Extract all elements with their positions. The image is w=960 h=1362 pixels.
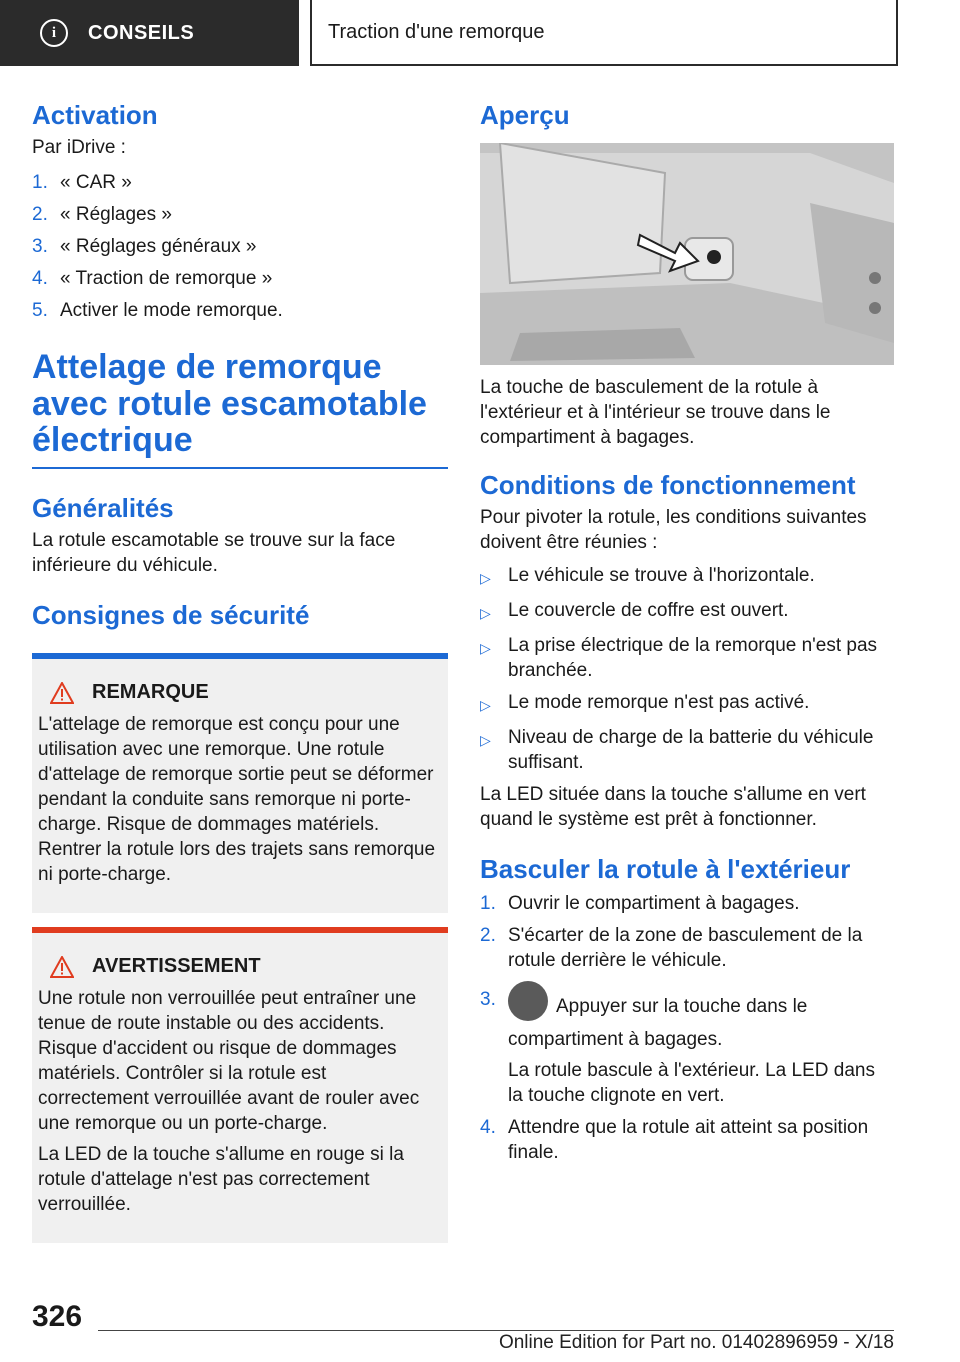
activation-steps [32,170,448,323]
chapter-title-box [310,0,898,66]
list-item: 4. « Traction de remorque » [32,268,273,289]
section-tab[interactable] [0,0,299,66]
info-icon: i [40,19,68,47]
warning-icon [50,956,74,978]
conditions-heading: Conditions de fonctionnement [480,470,856,500]
list-item: ▷ Le véhicule se trouve à l'horizontale. [480,563,894,591]
warning-icon [50,682,74,704]
avertissement-label: AVERTISSEMENT [92,955,261,978]
remarque-box [32,653,448,913]
bullet-triangle-icon: ▷ [480,640,491,656]
avertissement-text: Une rotule non verrouillée peut entraîner une tenue de route instable ou des accidents. Risque d'accident ou risque de dommages matériels. Contrôler si la rotule est correctement verrouillée avant de rouler avec une remorque ou un porte-charge. [38,988,420,1135]
bullet-triangle-icon: ▷ [480,697,491,713]
list-item: 1. Ouvrir le compartiment à bagages. [480,893,800,914]
list-item: ▷ La prise électrique de la remorque n'est pas branchée. [480,635,878,681]
avertissement-led-text: La LED de la touche s'allume en rouge si la rotule d'attelage n'est pas correctement verrouillée. [38,1144,404,1216]
heading-divider [32,467,448,469]
activation-heading: Activation [32,100,158,130]
chapter-title: Traction d'une remorque [328,20,545,43]
list-item: 2. « Réglages » [32,204,172,225]
page-number: 326 [32,1300,83,1333]
section-label: CONSEILS [88,21,195,44]
footer-divider [98,1330,894,1331]
remarque-text: L'attelage de remorque est conçu pour une utilisation avec une remorque. Une rotule d'attelage de remorque sortie peut se déformer pendant la conduite sans remorque ni porte-charge. Risque de dommages matériels. Rentrer la rotule lors des trajets sans remorque ni porte-charge. [38,714,436,886]
conditions-note: La LED située dans la touche s'allume en vert quand le système est prêt à fonctionner. [480,784,866,830]
bullet-triangle-icon: ▷ [480,605,491,621]
list-item: 2. S'écarter de la zone de basculement de la rotule derrière le véhicule. [480,925,863,971]
bullet-triangle-icon: ▷ [480,570,491,586]
remarque-label: REMARQUE [92,681,209,704]
consignes-heading: Consignes de sécurité [32,600,310,631]
list-item: 3. « Réglages généraux » [32,236,257,257]
list-item: 4. Attendre que la rotule ait atteint sa position finale. [480,1117,869,1163]
list-item: ▷ Le mode remorque n'est pas activé. [480,690,894,718]
top-bar [0,0,960,66]
conditions-intro: Pour pivoter la rotule, les conditions suivantes doivent être réunies : [480,507,867,553]
conditions-list [480,563,894,775]
bullet-triangle-icon: ▷ [480,732,491,748]
list-item: ▷ Niveau de charge de la batterie du véhicule suffisant. [480,727,874,773]
footer-edition: Online Edition for Part no. 01402896959 - X/18 [498,1332,894,1353]
basculer-heading: Basculer la rotule à l'extérieur [480,854,851,884]
apercu-caption: La touche de basculement de la rotule à l'extérieur et à l'intérieur se trouve dans le compartiment à bagages. [480,377,831,448]
avertissement-box [32,927,448,1243]
list-item: 3. Appuyer sur la touche dans le compartiment à bagages. La rotule bascule à l'extérieur. La LED dans la touche clignote en vert. [480,987,894,1108]
list-item: 5. Activer le mode remorque. [32,300,283,321]
apercu-heading: Aperçu [480,100,570,130]
generalites-text: La rotule escamotable se trouve sur la face inférieure du véhicule. [32,530,396,577]
left-column [32,100,448,1257]
list-item: 1. « CAR » [32,172,132,193]
trunk-photo [480,143,894,365]
basculer-steps [480,891,894,1165]
activation-intro: Par iDrive : [32,137,126,158]
tow-hitch-button-icon [508,981,548,1021]
right-column [480,100,894,1172]
main-heading: Attelage de remorque avec rotule escamotable électrique [32,348,427,460]
generalites-heading: Généralités [32,493,174,524]
step3-result: La rotule bascule à l'extérieur. La LED dans la touche clignote en vert. [508,1060,875,1106]
list-item: ▷ Le couvercle de coffre est ouvert. [480,598,894,626]
